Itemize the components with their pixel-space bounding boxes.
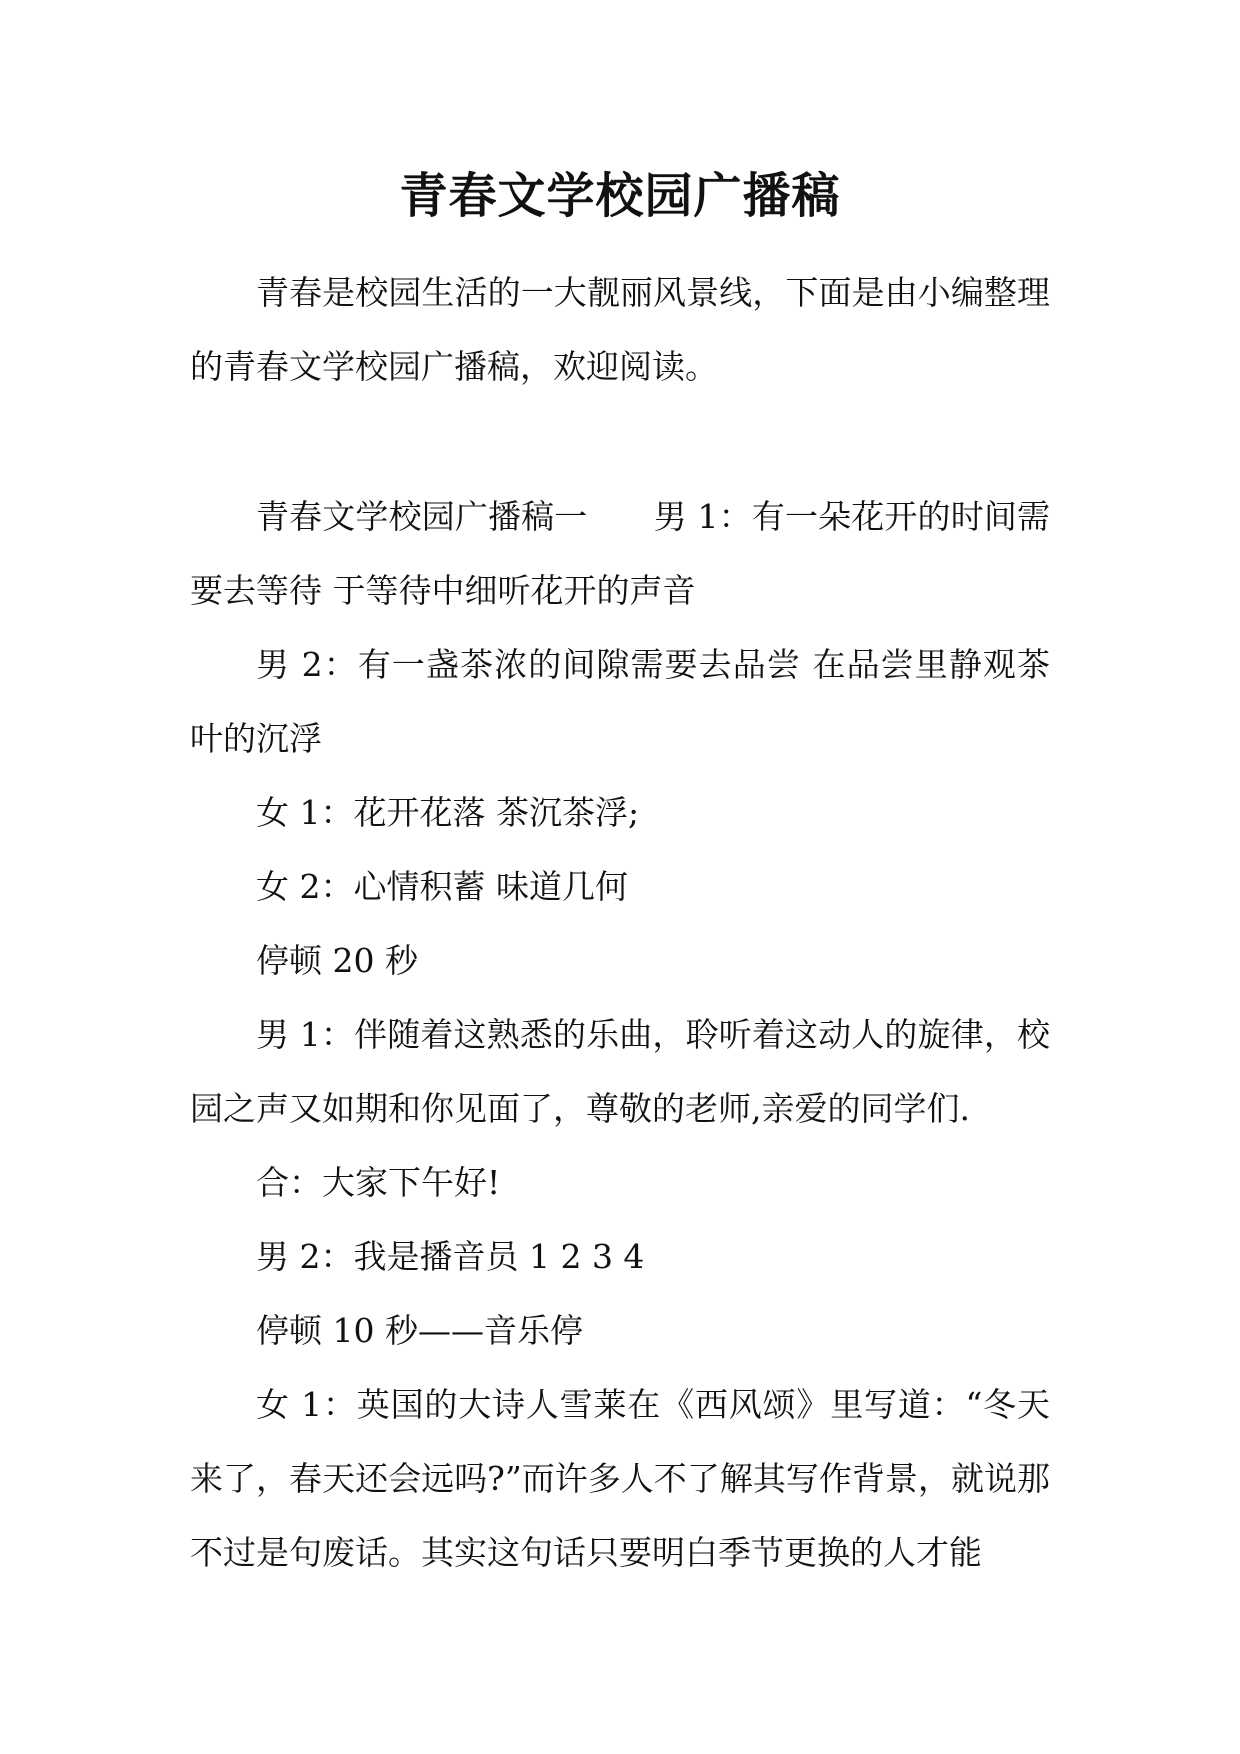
script-line: 男 2：我是播音员 1 2 3 4 <box>256 1237 645 1276</box>
intro-block <box>190 256 1050 404</box>
script-line: 女 1：英国的大诗人雪莱在《西风颂》里写道：“冬天来了，春天还会远吗?”而许多人不了解其写作背景，就说那不过是句废话。其实这句话只要明白季节更换的人才能 <box>190 1385 1050 1572</box>
script-line: 合：大家下午好! <box>256 1163 501 1202</box>
script-body <box>190 480 1050 1590</box>
script-line: 女 2：心情积蓄 味道几何 <box>256 867 628 906</box>
intro-paragraph: 青春是校园生活的一大靓丽风景线，下面是由小编整理的青春文学校园广播稿，欢迎阅读。 <box>190 273 1050 386</box>
script-line: 青春文学校园广播稿一 男 1：有一朵花开的时间需要去等待 于等待中细听花开的声音 <box>190 497 1050 610</box>
script-line: 停顿 20 秒 <box>256 941 418 980</box>
script-line: 男 2：有一盏茶浓的间隙需要去品尝 在品尝里静观茶叶的沉浮 <box>190 645 1050 758</box>
script-line: 女 1：花开花落 茶沉茶浮; <box>256 793 640 832</box>
script-line: 停顿 10 秒——音乐停 <box>256 1311 583 1350</box>
script-line: 男 1：伴随着这熟悉的乐曲，聆听着这动人的旋律，校园之声又如期和你见面了，尊敬的老师,亲爱的同学们. <box>190 1015 1050 1128</box>
document-title: 青春文学校园广播稿 <box>399 168 841 224</box>
